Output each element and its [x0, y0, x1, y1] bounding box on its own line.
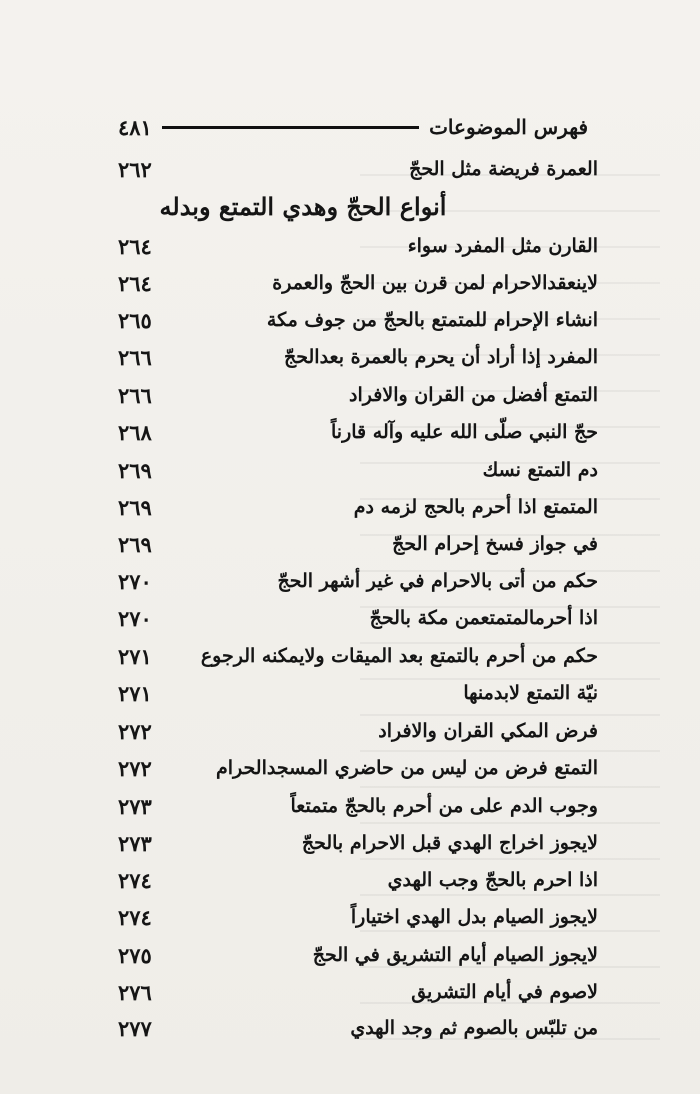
entry-label: دم التمتع نسك [482, 459, 598, 481]
entry-page: ٢٧٥ [118, 942, 152, 968]
entry-page: ٢٧٠ [118, 605, 152, 631]
index-entry [118, 789, 598, 823]
entry-page: ٢٦٦ [118, 382, 152, 408]
entry-page: ٢٧٢ [118, 755, 152, 781]
entry-label: لاينعقدالاحرام لمن قرن بين الحجّ والعمرة [272, 272, 598, 294]
index-entry [118, 975, 598, 1009]
entry-label: اذا أحرمالمتمتعمن مكة بالحجّ [369, 607, 598, 629]
entry-label: حكم من أتى بالاحرام في غير أشهر الحجّ [277, 570, 598, 592]
index-entry [118, 826, 598, 860]
entry-page: ٢٦٨ [118, 419, 152, 445]
section-heading [118, 192, 598, 232]
entry-label: انشاء الإحرام للمتمتع بالحجّ من جوف مكة [266, 309, 598, 331]
entry-label: لايجوز الصيام أيام التشريق في الحجّ [312, 944, 598, 966]
entry-page: ٢٧٣ [118, 830, 152, 856]
index-entry [118, 601, 598, 635]
entry-label: نيّة التمتع لابدمنها [463, 682, 598, 704]
index-entry [118, 340, 598, 374]
index-entry [118, 229, 598, 263]
entry-page: ٢٦٥ [118, 307, 152, 333]
entry-label: التمتع فرض من ليس من حاضري المسجدالحرام [215, 757, 598, 779]
entry-label: وجوب الدم على من أحرم بالحجّ متمتعاً [290, 795, 598, 817]
entry-page: ٢٦٤ [118, 270, 152, 296]
entry-page: ٢٧٦ [118, 979, 152, 1005]
entry-label: لايجوز الصيام بدل الهدي اختياراً [350, 906, 598, 928]
index-entry [118, 751, 598, 785]
entry-page: ٢٦٩ [118, 494, 152, 520]
index-entry [118, 938, 598, 972]
entry-page: ٢٧٤ [118, 867, 152, 893]
entry-page: ٢٧١ [118, 680, 152, 706]
entry-label: في جواز فسخ إحرام الحجّ [392, 533, 598, 555]
entry-label: لاصوم في أيام التشريق [411, 981, 598, 1003]
entry-page: ٢٧١ [118, 643, 152, 669]
index-entry [118, 564, 598, 598]
entry-page: ٢٦٤ [118, 233, 152, 259]
header-page-number: ٤٨١ [118, 114, 152, 140]
entry-label: فرض المكي القران والافراد [378, 720, 598, 742]
entry-label: المفرد إذا أراد أن يحرم بالعمرة بعدالحجّ [283, 346, 598, 368]
index-entry [118, 378, 598, 412]
index-entry [118, 714, 598, 748]
index-entry [118, 152, 598, 186]
entry-page: ٢٦٩ [118, 531, 152, 557]
header-title: فهرس الموضوعات [429, 115, 588, 139]
header-rule [162, 126, 419, 129]
entry-label: التمتع أفضل من القران والافراد [349, 384, 598, 406]
entry-label: لايجوز اخراج الهدي قبل الاحرام بالحجّ [301, 832, 598, 854]
index-entry [118, 266, 598, 300]
entry-page: ٢٦٦ [118, 344, 152, 370]
entry-page: ٢٦٩ [118, 457, 152, 483]
index-entry [118, 863, 598, 897]
index-entry [118, 303, 598, 337]
index-entry [118, 527, 598, 561]
entry-label: القارن مثل المفرد سواء [407, 235, 598, 257]
entry-page: ٢٧٤ [118, 904, 152, 930]
entry-page: ٢٧٢ [118, 718, 152, 744]
section-heading-text: أنواع الحجّ وهدي التمتع وبدله [159, 192, 447, 221]
index-entry [118, 453, 598, 487]
entry-page: ٢٧٠ [118, 568, 152, 594]
entry-page: ٢٧٣ [118, 793, 152, 819]
entry-page: ٢٦٢ [118, 156, 152, 182]
entry-label: من تلبّس بالصوم ثم وجد الهدي [350, 1017, 598, 1039]
entry-label: حكم من أحرم بالتمتع بعد الميقات ولايمكنه الرجوع [200, 645, 598, 667]
index-entry [118, 639, 598, 673]
index-entry [118, 415, 598, 449]
index-entry [118, 900, 598, 934]
entry-label: اذا احرم بالحجّ وجب الهدي [387, 869, 598, 891]
index-entry [118, 490, 598, 524]
entry-label: المتمتع اذا أحرم بالحج لزمه دم [353, 496, 598, 518]
index-entry [118, 676, 598, 710]
index-entry [118, 1011, 598, 1045]
entry-label: حجّ النبي صلّى الله عليه وآله قارناً [331, 421, 598, 443]
entry-label: العمرة فريضة مثل الحجّ [409, 158, 598, 180]
running-header [118, 112, 588, 142]
entry-page: ٢٧٧ [118, 1015, 152, 1041]
